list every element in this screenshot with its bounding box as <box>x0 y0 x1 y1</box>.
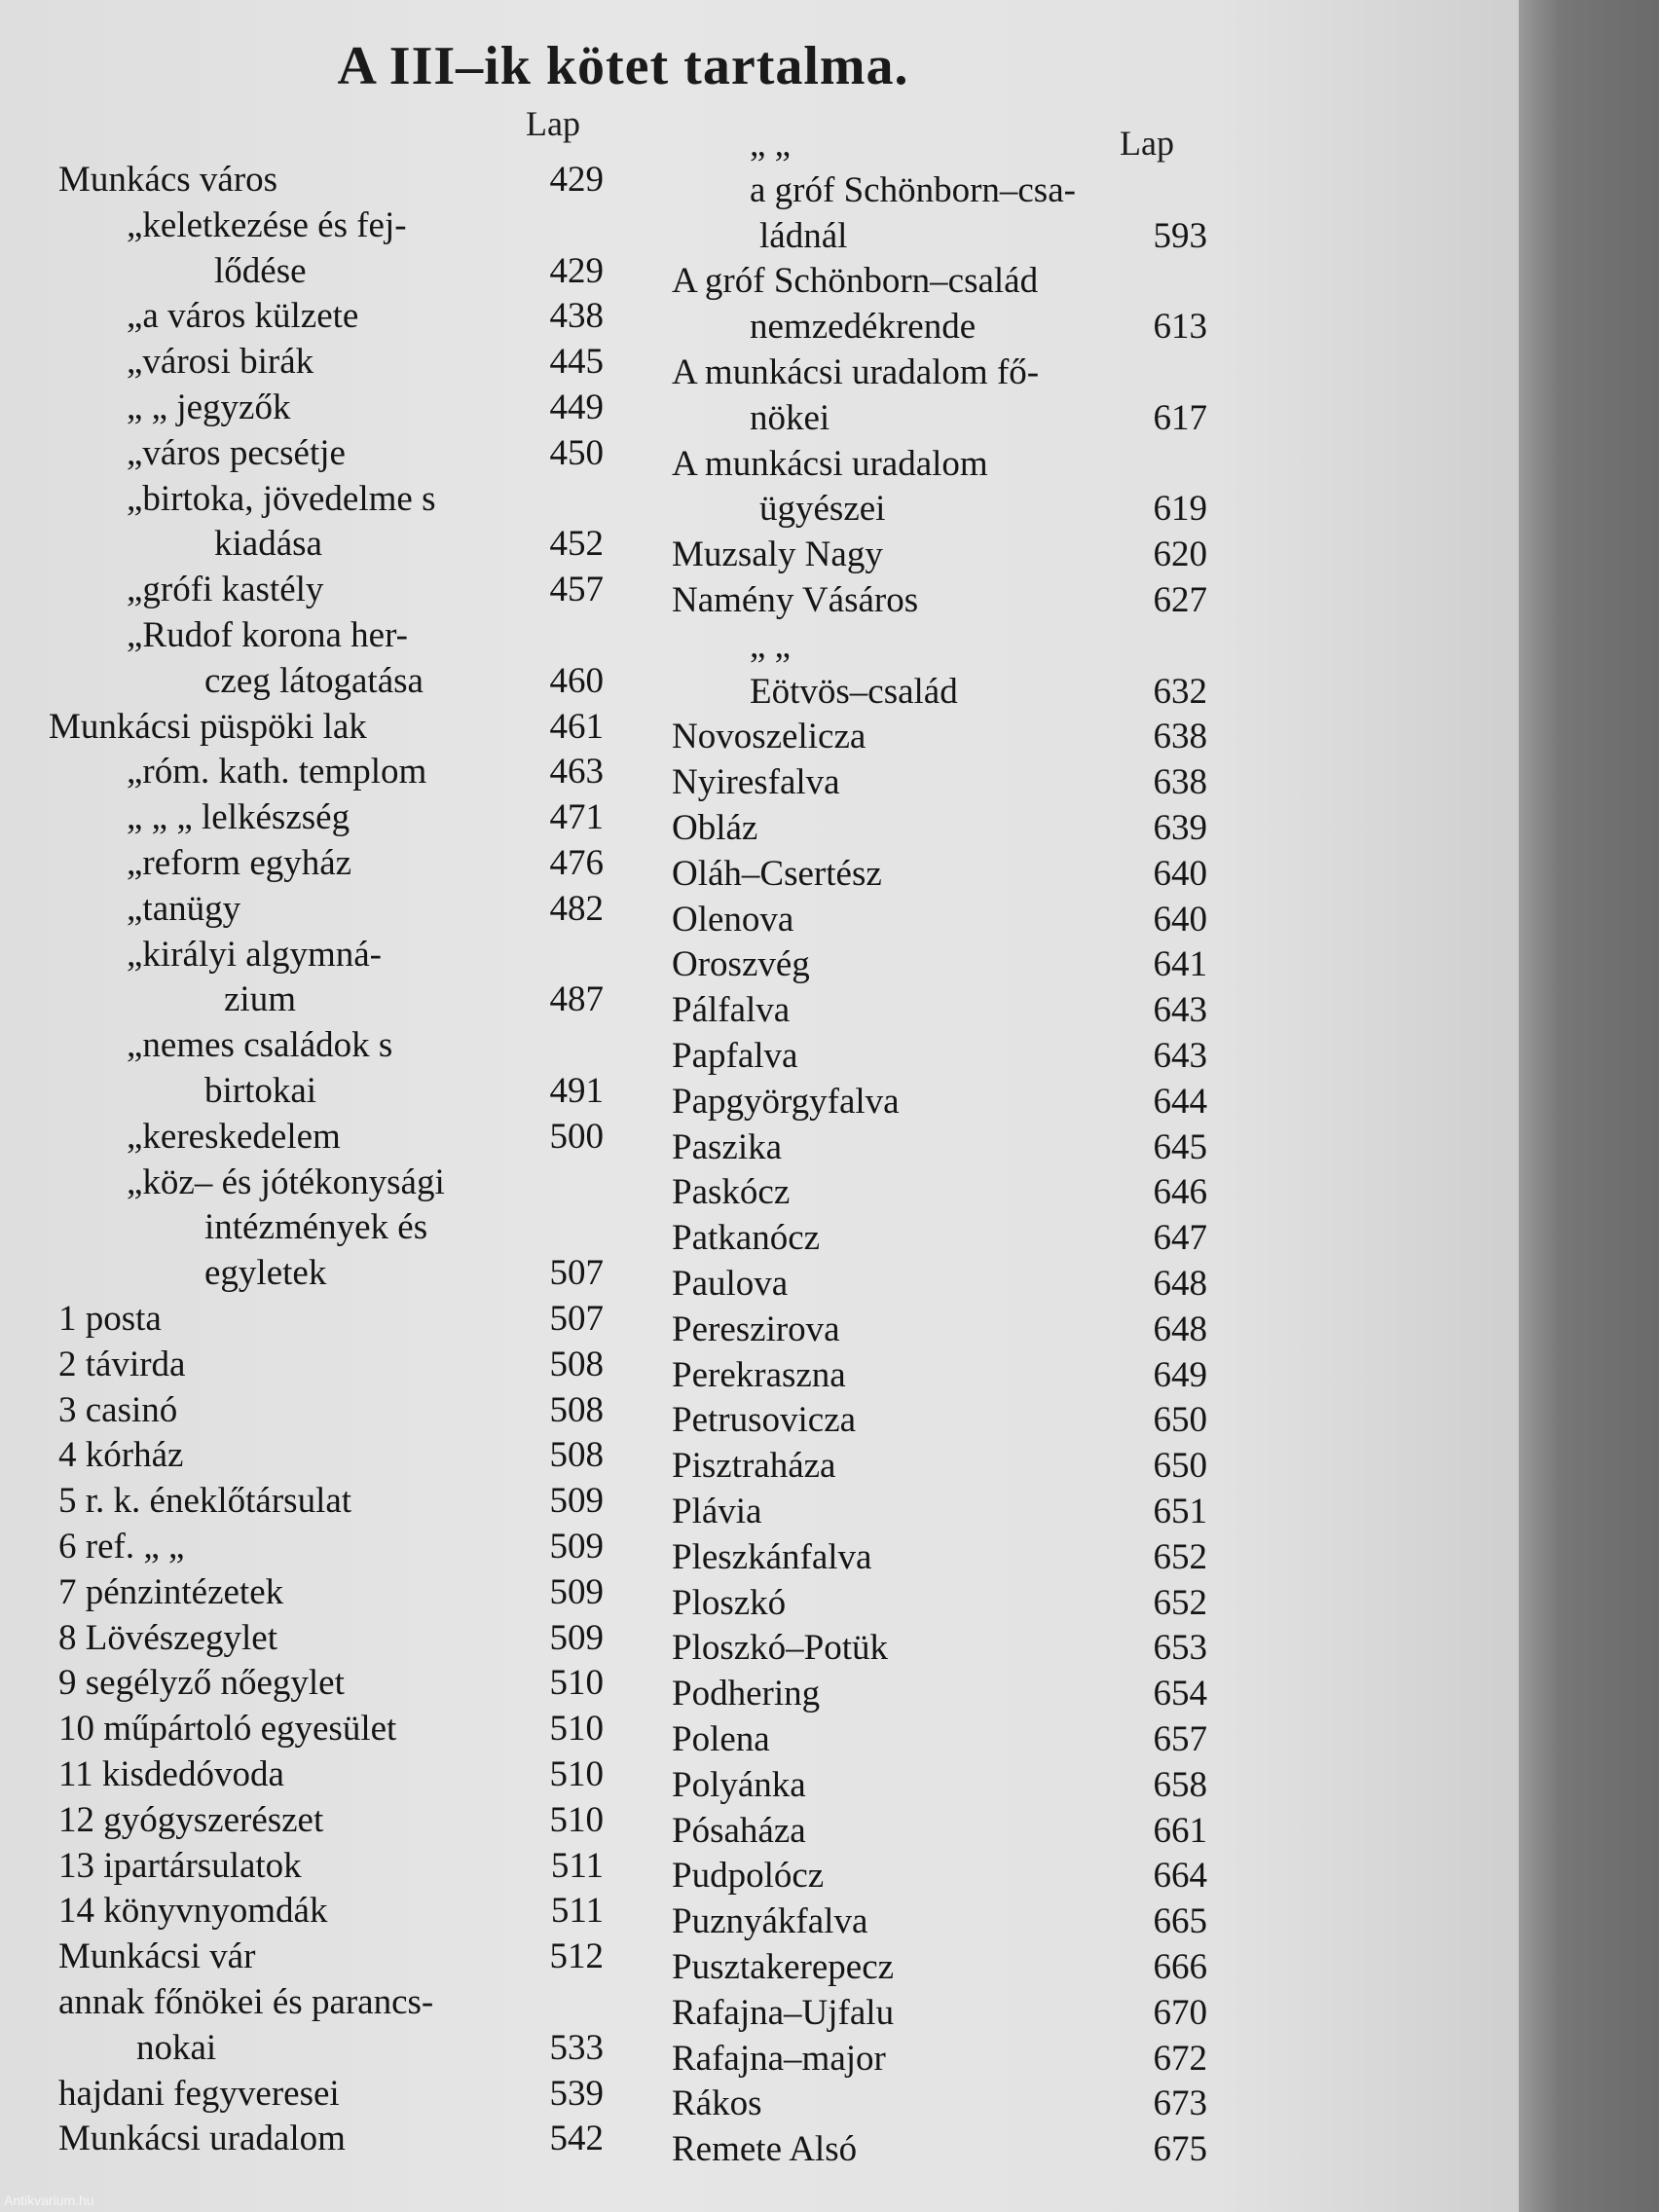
entry-page-number: 650 <box>1153 1446 1207 1487</box>
entry-page-number: 648 <box>1153 1309 1207 1349</box>
entry-title: Pósaháza <box>672 1810 806 1851</box>
entry-page-number: 648 <box>1153 1264 1207 1304</box>
entry-page-number: 510 <box>549 1709 604 1750</box>
entry-title: Olenova <box>672 899 794 940</box>
entry-page-number: 649 <box>1153 1354 1207 1395</box>
entry-page-number: 643 <box>1153 1036 1207 1076</box>
entry-title: nökei <box>750 397 830 438</box>
entry-title: A gróf Schönborn–család <box>672 261 1039 302</box>
entry-page-number: 666 <box>1153 1947 1207 1987</box>
entry-page-number: 646 <box>1153 1172 1207 1213</box>
entry-page-number: 645 <box>1153 1126 1207 1167</box>
entry-page-number: 450 <box>549 432 604 473</box>
entry-title: Namény Vásáros <box>672 580 919 620</box>
entry-page-number: 510 <box>549 1799 604 1840</box>
entry-title: 14 könyvnyomdák <box>58 1891 328 1932</box>
entry-title: Nyiresfalva <box>672 762 840 803</box>
entry-page-number: 593 <box>1153 215 1207 256</box>
entry-page-number: 613 <box>1153 307 1207 348</box>
entry-page-number: 471 <box>549 797 604 838</box>
entry-page-number: 429 <box>549 160 604 200</box>
entry-title: „tanügy <box>127 888 241 929</box>
entry-title: „nemes családok s <box>127 1025 393 1066</box>
entry-title: Paulova <box>672 1264 789 1304</box>
entry-title: Polyánka <box>672 1764 806 1805</box>
entry-title: „város pecsétje <box>127 432 346 473</box>
entry-title: 1 posta <box>58 1299 162 1339</box>
entry-title: Pleszkánfalva <box>672 1536 872 1577</box>
entry-page-number: 507 <box>549 1253 604 1294</box>
entry-title: 9 segélyző nőegylet <box>58 1663 345 1704</box>
entry-title: intézmények és <box>204 1207 428 1248</box>
entry-title: nemzedékrende <box>750 307 977 348</box>
entry-page-number: 658 <box>1153 1764 1207 1805</box>
entry-title: Pálfalva <box>672 990 791 1031</box>
entry-page-number: 509 <box>549 1617 604 1658</box>
entry-title: ügyészei <box>759 489 886 530</box>
entry-title: Perekraszna <box>672 1354 846 1395</box>
entry-page-number: 508 <box>549 1435 604 1476</box>
entry-page-number: 647 <box>1153 1218 1207 1259</box>
entry-page-number: 664 <box>1153 1856 1207 1897</box>
entry-page-number: 511 <box>550 1891 604 1932</box>
entry-title: Rafajna–Ujfalu <box>672 1992 895 2033</box>
entry-page-number: 665 <box>1153 1901 1207 1942</box>
entry-title: Pereszirova <box>672 1309 840 1349</box>
entry-title: A munkácsi uradalom fő- <box>672 352 1040 392</box>
entry-title: Pudpolócz <box>672 1856 825 1897</box>
page-title: A III–ik kötet tartalma. <box>337 36 909 96</box>
entry-page-number: 487 <box>549 979 604 1020</box>
entry-title: Petrusovicza <box>672 1400 857 1441</box>
entry-title: 8 Lövészegylet <box>58 1617 277 1658</box>
entry-title: Paszika <box>672 1126 783 1167</box>
entry-title: Munkácsi püspöki lak <box>49 706 367 747</box>
entry-title: „ „ <box>750 625 792 666</box>
entry-title: Papfalva <box>672 1036 798 1076</box>
entry-page-number: 661 <box>1153 1810 1207 1851</box>
entry-title: birtokai <box>204 1071 317 1111</box>
entry-page-number: 657 <box>1153 1719 1207 1759</box>
entry-title: „róm. kath. templom <box>127 752 427 793</box>
entry-page-number: 639 <box>1153 808 1207 848</box>
entry-page-number: 652 <box>1153 1582 1207 1623</box>
entry-title: 5 r. k. éneklőtársulat <box>58 1481 352 1522</box>
entry-page-number: 652 <box>1153 1536 1207 1577</box>
entry-page-number: 620 <box>1153 535 1207 575</box>
entry-page-number: 650 <box>1153 1400 1207 1441</box>
entry-title: Oroszvég <box>672 944 810 985</box>
entry-title: Muzsaly Nagy <box>672 535 883 575</box>
entry-title: a gróf Schönborn–csa- <box>750 169 1076 210</box>
entry-page-number: 641 <box>1153 944 1207 985</box>
entry-page-number: 449 <box>549 387 604 427</box>
entry-page-number: 476 <box>549 843 604 883</box>
entry-title: Oláh–Csertész <box>672 853 882 894</box>
entry-title: Rafajna–major <box>672 2038 886 2079</box>
entry-title: nokai <box>136 2027 217 2068</box>
entry-title: 6 ref. „ „ <box>58 1527 185 1567</box>
entry-title: annak főnökei és parancs- <box>58 1982 434 2022</box>
entry-page-number: 511 <box>550 1845 604 1886</box>
entry-page-number: 640 <box>1153 899 1207 940</box>
entry-page-number: 653 <box>1153 1628 1207 1669</box>
entry-page-number: 509 <box>549 1571 604 1612</box>
entry-title: Patkanócz <box>672 1218 821 1259</box>
entry-title: 13 ipartársulatok <box>58 1845 302 1886</box>
entry-page-number: 461 <box>549 706 604 747</box>
entry-page-number: 509 <box>549 1527 604 1567</box>
entry-title: „reform egyház <box>127 843 352 883</box>
entry-title: Polena <box>672 1719 770 1759</box>
entry-page-number: 627 <box>1153 580 1207 620</box>
page-edge <box>1519 0 1659 2212</box>
entry-title: Munkács város <box>58 160 278 200</box>
entry-page-number: 500 <box>549 1116 604 1157</box>
entry-title: egyletek <box>204 1253 327 1294</box>
entry-title: Pisztraháza <box>672 1446 836 1487</box>
entry-title: Munkácsi vár <box>58 1936 256 1977</box>
entry-title: Rákos <box>672 2083 762 2124</box>
entry-title: Novoszelicza <box>672 717 866 757</box>
entry-title: „ „ <box>750 125 792 165</box>
entry-title: Munkácsi uradalom <box>58 2119 346 2159</box>
entry-title: Ploszkó <box>672 1582 787 1623</box>
entry-page-number: 507 <box>549 1299 604 1339</box>
entry-page-number: 632 <box>1153 671 1207 712</box>
entry-page-number: 651 <box>1153 1492 1207 1531</box>
entry-title: 7 pénzintézetek <box>58 1571 284 1612</box>
entry-title: 11 kisdedóvoda <box>58 1754 284 1794</box>
entry-page-number: 643 <box>1153 990 1207 1031</box>
entry-page-number: 510 <box>549 1754 604 1794</box>
entry-title: 3 casinó <box>58 1389 178 1430</box>
entry-title: 12 gyógyszerészet <box>58 1799 324 1840</box>
entry-title: 10 műpártoló egyesület <box>58 1709 397 1750</box>
entry-title: zium <box>224 979 296 1020</box>
entry-title: 2 távirda <box>58 1344 186 1384</box>
entry-page-number: 429 <box>549 250 604 291</box>
entry-page-number: 491 <box>549 1071 604 1111</box>
entry-page-number: 638 <box>1153 717 1207 757</box>
entry-page-number: 539 <box>549 2073 604 2114</box>
watermark: Antikvarium.hu <box>4 2193 94 2208</box>
entry-title: Remete Alsó <box>672 2129 858 2170</box>
entry-title: „grófi kastély <box>127 570 324 610</box>
entry-title: „keletkezése és fej- <box>127 204 407 245</box>
entry-page-number: 542 <box>549 2119 604 2159</box>
entry-page-number: 460 <box>549 660 604 701</box>
entry-title: „királyi algymná- <box>127 934 382 975</box>
entry-page-number: 644 <box>1153 1081 1207 1122</box>
entry-title: Papgyörgyfalva <box>672 1081 900 1122</box>
entry-title: Paskócz <box>672 1172 791 1213</box>
entry-title: „birtoka, jövedelme s <box>127 478 436 519</box>
entry-title: „a város külzete <box>127 296 359 337</box>
entry-page-number: 675 <box>1153 2129 1207 2170</box>
entry-title: ládnál <box>759 215 848 256</box>
column-header-lap: Lap <box>1120 124 1174 163</box>
entry-title: lődése <box>214 250 307 291</box>
entry-page-number: 445 <box>549 342 604 383</box>
entry-title: Plávia <box>672 1492 762 1531</box>
entry-title: „ „ jegyzők <box>127 387 291 427</box>
entry-title: Pusztakerepecz <box>672 1947 895 1987</box>
entry-page-number: 510 <box>549 1663 604 1704</box>
entry-page-number: 673 <box>1153 2083 1207 2124</box>
entry-title: „Rudof korona her- <box>127 615 408 655</box>
entry-title: „ „ „ lelkészség <box>127 797 350 838</box>
entry-page-number: 508 <box>549 1344 604 1384</box>
entry-page-number: 670 <box>1153 1992 1207 2033</box>
entry-page-number: 638 <box>1153 762 1207 803</box>
entry-page-number: 508 <box>549 1389 604 1430</box>
entry-page-number: 617 <box>1153 397 1207 438</box>
entry-title: „kereskedelem <box>127 1116 341 1157</box>
entry-page-number: 463 <box>549 752 604 793</box>
entry-title: hajdani fegyveresei <box>58 2073 340 2114</box>
entry-title: Obláz <box>672 808 758 848</box>
entry-title: 4 kórház <box>58 1435 184 1476</box>
entry-page-number: 619 <box>1153 489 1207 530</box>
entry-page-number: 457 <box>549 570 604 610</box>
entry-page-number: 640 <box>1153 853 1207 894</box>
entry-title: kiadása <box>214 524 322 565</box>
column-header-lap: Lap <box>526 104 580 143</box>
entry-page-number: 438 <box>549 296 604 337</box>
entry-page-number: 654 <box>1153 1674 1207 1714</box>
entry-page-number: 509 <box>549 1481 604 1522</box>
entry-page-number: 512 <box>549 1936 604 1977</box>
entry-page-number: 482 <box>549 888 604 929</box>
entry-title: A munkácsi uradalom <box>672 443 988 484</box>
entry-page-number: 452 <box>549 524 604 565</box>
entry-page-number: 533 <box>549 2027 604 2068</box>
entry-title: czeg látogatása <box>204 660 424 701</box>
entry-title: Eötvös–család <box>750 671 958 712</box>
entry-title: Podhering <box>672 1674 821 1714</box>
entry-page-number: 672 <box>1153 2038 1207 2079</box>
entry-title: „városi birák <box>127 342 314 383</box>
entry-title: „köz– és jótékonysági <box>127 1161 445 1202</box>
entry-title: Ploszkó–Potük <box>672 1628 889 1669</box>
entry-title: Puznyákfalva <box>672 1901 868 1942</box>
